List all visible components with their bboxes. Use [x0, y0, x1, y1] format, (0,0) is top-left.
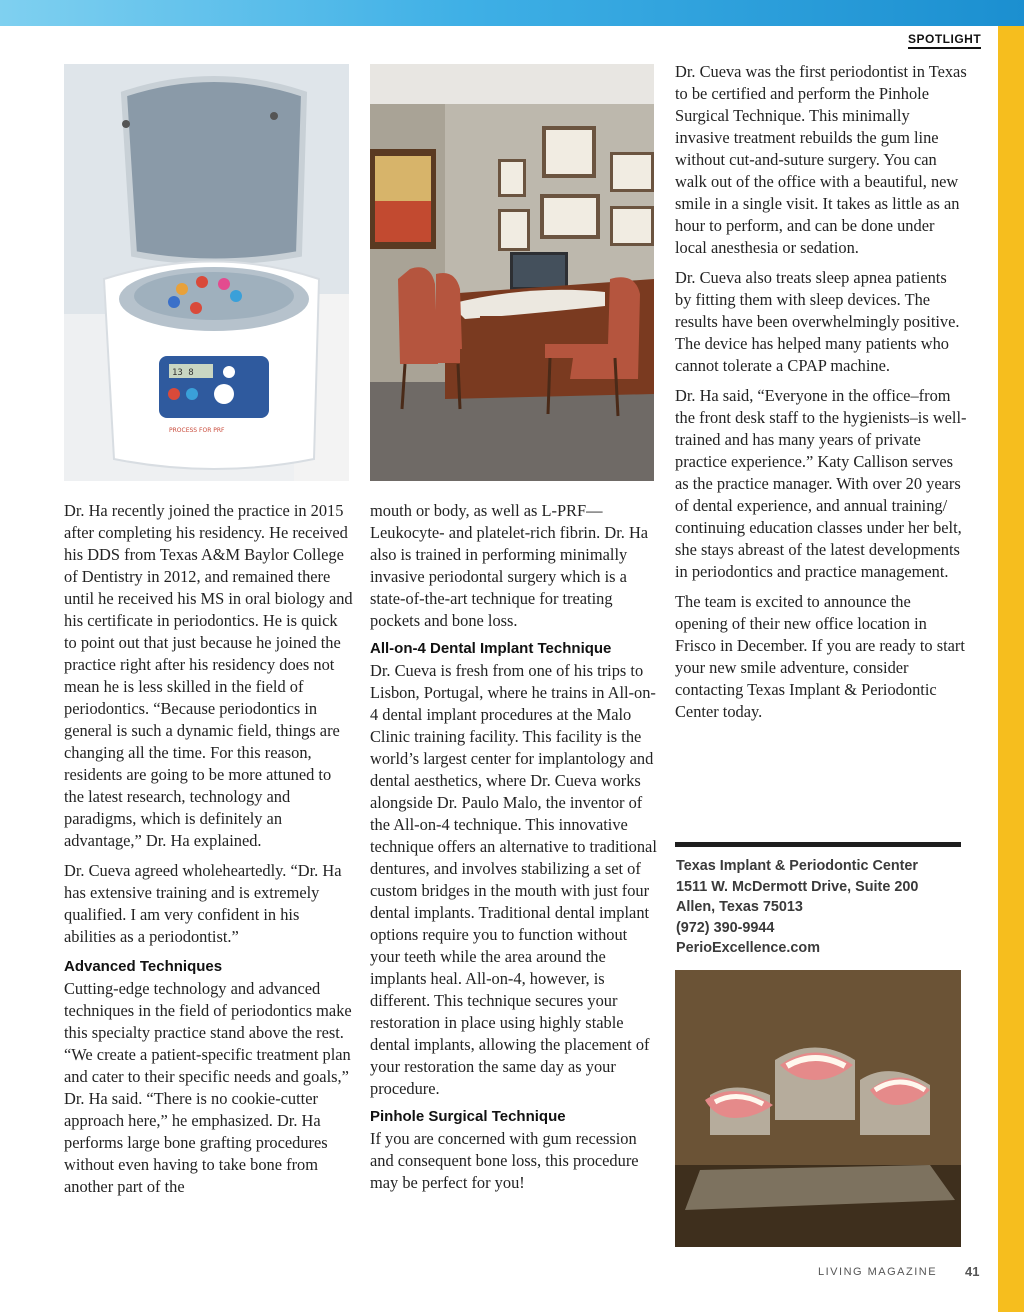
contact-divider — [675, 842, 961, 847]
contact-website-link[interactable]: PerioExcellence.com — [676, 940, 820, 956]
footer-magazine: LIVING MAGAZINE — [818, 1266, 938, 1278]
contact-phone[interactable]: (972) 390-9944 — [676, 919, 775, 936]
dentures-photo — [675, 970, 961, 1247]
col3-paragraph-3: Dr. Ha said, “Everyone in the office–from the front desk staff to the hygienists–is well-trained and has many years of private practice experience.” Katy Callison serves as the practice manager. With over 20 years of dental experience, and annual training/ continuing education classes under her belt, she stays abreast of the latest developments in periodontics and practice management. — [675, 386, 967, 581]
column-2 — [370, 500, 658, 1202]
contact-address: 1511 W. McDermott Drive, Suite 200 — [676, 878, 919, 895]
section-tag: SPOTLIGHT — [908, 32, 981, 49]
centrifuge-brand: PROCESS FOR PRF — [169, 427, 225, 434]
page-number: 41 — [965, 1264, 980, 1279]
centrifuge-display: 13 8 — [172, 368, 194, 378]
col1-heading-advanced: Advanced Techniques — [64, 958, 223, 975]
top-color-bar — [0, 0, 1024, 26]
side-color-bar — [998, 26, 1024, 1312]
col2-paragraph-3: If you are concerned with gum recession and consequent bone loss, this procedure may be perfect for you! — [370, 1129, 639, 1192]
col2-paragraph-2: Dr. Cueva is fresh from one of his trips to Lisbon, Portugal, where he trains in All-on-4 dental implant procedures at the Malo Clinic training facility. This facility is the world’s largest center for implantology and dental aesthetics, where Dr. Cueva works alongside Dr. Paulo Malo, the inventor of the All-on-4 technique. This innovative technique offers an alternative to traditional dentures, and involves stabilizing a set of custom bridges in the mouth with just four dental implants. Traditional dental implant options require you to function without your teeth while the area around the implants heal. All-on-4, however, is different. This technique secures your restoration in place using highly stable dental implants, allowing the placement of your restoration the same day as your procedure. — [370, 661, 657, 1098]
col3-paragraph-4: The team is excited to announce the opening of their new office location in Frisco in December. If you are ready to start your new smile adventure, consider contacting Texas Implant & Periodontic Center today. — [675, 592, 965, 721]
col3-paragraph-1: Dr. Cueva was the first periodontist in Texas to be certified and perform the Pinhole Surgical Technique. This minimally invasive treatment rebuilds the gum line without cut-and-suture surgery. You can walk out of the office with a beautiful, new smile in a single visit. It takes as little as an hour to perform, and can be done under local anesthesia or sedation. — [675, 62, 967, 257]
column-3 — [675, 61, 967, 731]
col2-heading-pinhole: Pinhole Surgical Technique — [370, 1108, 566, 1125]
contact-block — [676, 856, 918, 959]
contact-name: Texas Implant & Periodontic Center — [676, 858, 919, 874]
contact-city: Allen, Texas 75013 — [676, 899, 803, 915]
column-1 — [64, 500, 354, 1206]
col2-paragraph-1: mouth or body, as well as L-PRF—Leukocyte- and platelet-rich fibrin. Dr. Ha also is trained in performing minimally invasive periodontal surgery which is a state-of-the-art technique for treating pockets and bone loss. — [370, 501, 649, 630]
col2-heading-allon4: All-on-4 Dental Implant Technique — [370, 640, 612, 657]
centrifuge-photo — [64, 64, 349, 481]
office-photo — [370, 64, 654, 481]
col1-paragraph-2: Dr. Cueva agreed wholeheartedly. “Dr. Ha has extensive training and is extremely qualified. I am very confident in his abilities as a periodontist.” — [64, 861, 342, 946]
col1-paragraph-1: Dr. Ha recently joined the practice in 2015 after completing his residency. He received his DDS from Texas A&M Baylor College of Dentistry in 2012, and remained there until he received his MS in oral biology and his certificate in periodontics. He is quick to point out that just because he joined the practice right after his residency does not mean he is less skilled in the field of periodontics. “Because periodontics in general is such a dynamic field, things are changing all the time. For this reason, residents are going to be more attuned to the latest research, technology and paradigms, which is definitely an advantage,” Dr. Ha explained. — [64, 501, 353, 850]
col1-paragraph-3: Cutting-edge technology and advanced techniques in the field of periodontics make this specialty practice stand above the rest. “We create a patient-specific treatment plan and cater to their specific needs and goals,” Dr. Ha said. “There is no cookie-cutter approach here,” he emphasized. Dr. Ha performs large bone grafting procedures without even having to take bone from another part of the — [64, 979, 352, 1196]
col3-paragraph-2: Dr. Cueva also treats sleep apnea patients by fitting them with sleep devices. The results have been overwhelmingly positive. The device has helped many patients who cannot tolerate a CPAP machine. — [675, 268, 960, 375]
